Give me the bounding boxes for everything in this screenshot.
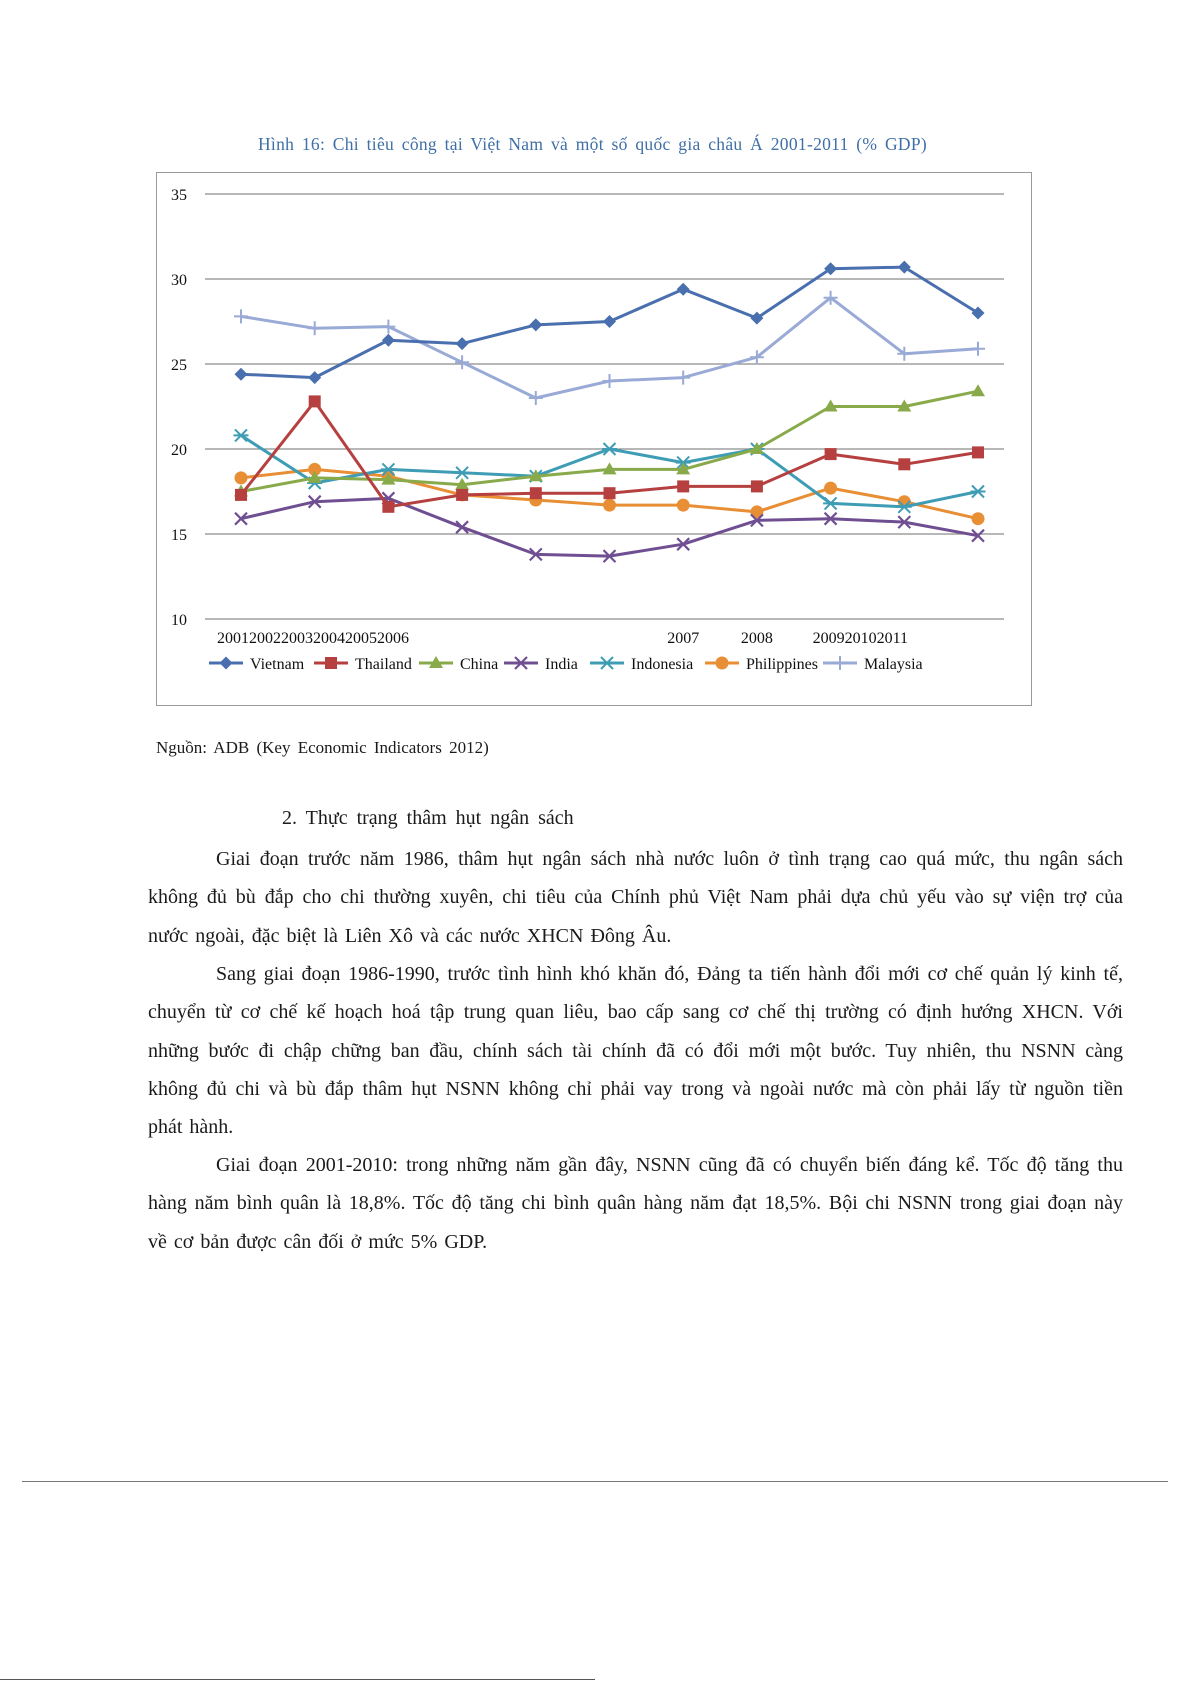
- data-point: [308, 371, 321, 384]
- data-point: [603, 374, 617, 388]
- data-point: [235, 368, 248, 381]
- legend-item-malaysia: [823, 656, 923, 673]
- data-point: [602, 443, 617, 455]
- y-tick-label: 25: [171, 357, 187, 374]
- legend-label: Malaysia: [864, 656, 923, 673]
- data-point: [677, 480, 689, 492]
- section-title: 2. Thực trạng thâm hụt ngân sách: [282, 807, 574, 829]
- y-tick-label: 35: [171, 187, 187, 204]
- legend-label: Thailand: [355, 656, 412, 673]
- legend-item-india: [504, 656, 578, 673]
- data-point: [530, 487, 542, 499]
- footer-divider: [22, 1481, 1168, 1482]
- paragraph-2: Sang giai đoạn 1986-1990, trước tình hình khó khăn đó, Đảng ta tiến hành đổi mới cơ chế quản lý kinh tế, chuyển từ cơ chế kế hoạch hoá tập trung quan liêu, bao cấp sang cơ chế thị trường có định hướng XHCN. Với những bước đi chập chững ban đầu, chính sách tài chính đã có đổi mới một bước. Tuy nhiên, thu NSNN càng không đủ chi và bù đắp thâm hụt NSNN không chỉ phải vay trong và ngoài nước mà còn phải lấy từ nguồn tiền phát hành.: [148, 963, 1123, 1139]
- data-point: [381, 320, 395, 334]
- data-point: [676, 371, 690, 385]
- data-point: [603, 315, 616, 328]
- footnote-divider: [0, 1679, 595, 1680]
- data-point: [234, 309, 248, 323]
- legend-item-vietnam: [209, 656, 305, 673]
- data-point: [529, 318, 542, 331]
- data-point: [833, 656, 847, 670]
- y-tick-label: 20: [171, 442, 187, 459]
- data-point: [456, 489, 468, 501]
- x-tick-label: 200120022003200420052006: [217, 630, 409, 647]
- series-malaysia: [234, 291, 985, 405]
- legend-label: India: [545, 656, 578, 673]
- legend-label: Philippines: [746, 656, 819, 673]
- data-point: [971, 486, 986, 498]
- data-point: [382, 334, 395, 347]
- legend-label: Vietnam: [250, 656, 305, 673]
- data-point: [529, 391, 543, 405]
- legend-label: China: [460, 656, 499, 673]
- data-point: [325, 657, 337, 669]
- data-point: [677, 283, 690, 296]
- data-point: [824, 482, 837, 495]
- data-point: [309, 395, 321, 407]
- data-point: [677, 499, 690, 512]
- data-point: [456, 337, 469, 350]
- data-point: [604, 487, 616, 499]
- x-tick-label: 200920102011: [812, 630, 909, 647]
- data-point: [825, 448, 837, 460]
- data-point: [971, 384, 985, 396]
- paragraph-1: Giai đoạn trước năm 1986, thâm hụt ngân sách nhà nước luôn ở tình trạng cao quá mức, thu ngân sách không đủ bù đắp cho chi thường xuyên, chi tiêu của Chính phủ Việt Nam phải dựa chủ yếu vào sự viện trợ của nước ngoài, đặc biệt là Liên Xô và các nước XHCN Đông Âu.: [148, 848, 1123, 947]
- data-point: [972, 446, 984, 458]
- y-tick-label: 30: [171, 272, 187, 289]
- x-tick-label: 2008: [740, 630, 773, 647]
- data-point: [823, 497, 838, 509]
- data-point: [716, 657, 729, 670]
- data-point: [751, 480, 763, 492]
- data-point: [382, 501, 394, 513]
- legend-item-indonesia: [590, 656, 693, 673]
- data-point: [234, 429, 249, 441]
- figure-source: Nguồn: ADB (Key Economic Indicators 2012): [156, 738, 489, 757]
- x-tick-label: 2007: [667, 630, 700, 647]
- data-point: [220, 657, 233, 670]
- data-point: [600, 657, 615, 669]
- paragraph-3: Giai đoạn 2001-2010: trong những năm gần đây, NSNN cũng đã có chuyển biến đáng kể. Tốc độ tăng thu hàng năm bình quân là 18,8%. Tốc độ tăng chi bình quân hàng năm đạt 18,5%. Bội chi NSNN trong giai đoạn này về cơ bản được cân đối ở mức 5% GDP.: [148, 1154, 1123, 1253]
- legend-item-thailand: [314, 656, 412, 673]
- legend-item-china: [419, 656, 498, 673]
- y-tick-label: 15: [171, 527, 187, 544]
- data-point: [898, 458, 910, 470]
- data-point: [972, 512, 985, 525]
- data-point: [971, 342, 985, 356]
- data-point: [455, 467, 470, 479]
- chart-frame: [156, 172, 1032, 706]
- data-point: [235, 471, 248, 484]
- y-tick-label: 10: [171, 612, 187, 629]
- series-china: [234, 384, 985, 496]
- data-point: [455, 355, 469, 369]
- figure-caption: Hình 16: Chi tiêu công tại Việt Nam và một số quốc gia châu Á 2001-2011 (% GDP): [257, 134, 928, 154]
- line-chart: [157, 173, 1033, 707]
- legend-item-philippines: [705, 656, 818, 673]
- data-point: [308, 321, 322, 335]
- legend-label: Indonesia: [631, 656, 694, 673]
- data-point: [235, 489, 247, 501]
- data-point: [603, 499, 616, 512]
